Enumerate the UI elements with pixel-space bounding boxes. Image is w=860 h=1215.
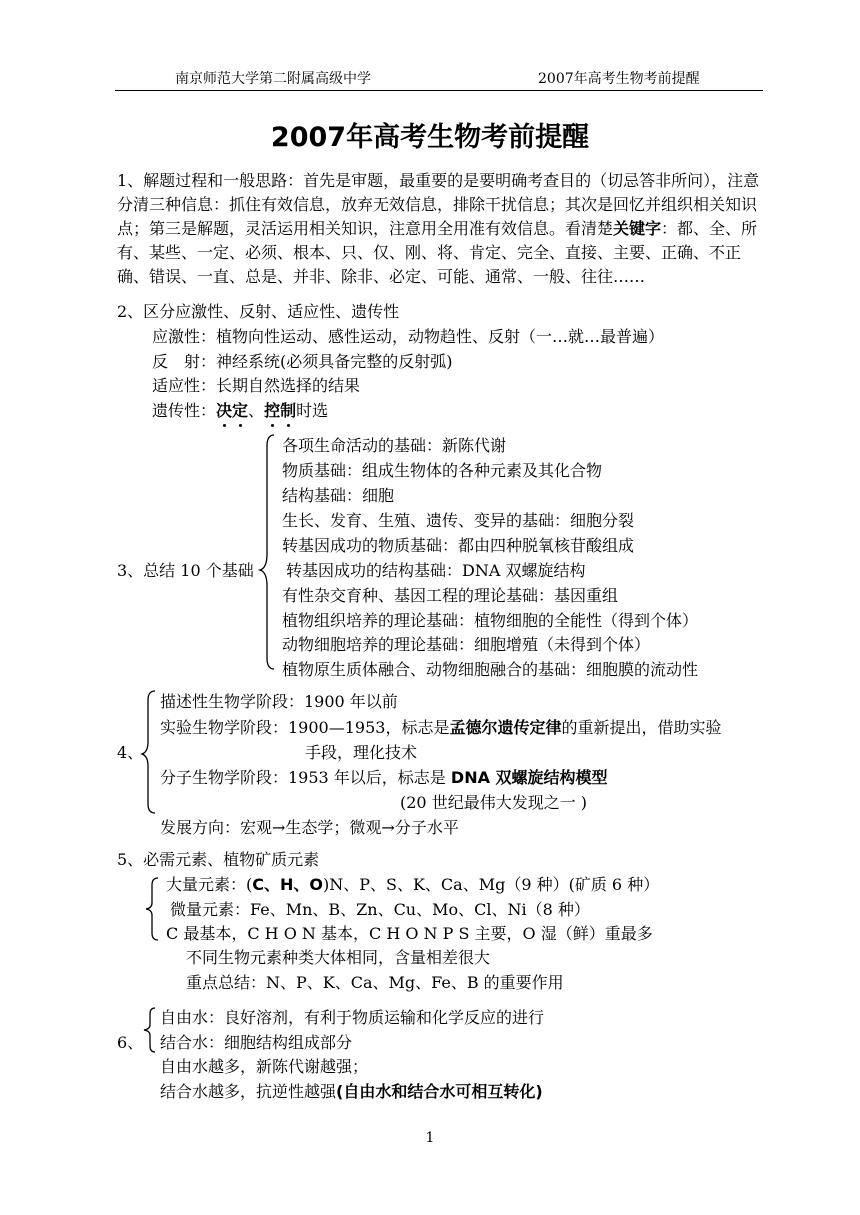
s2-line-4 — [152, 399, 328, 423]
s4-line-2-suffix: 的重新提出，借助实验 — [561, 718, 722, 737]
cho-elements: C、H、O — [252, 875, 323, 894]
s4-line-2-prefix: 实验生物学阶段：1900—1953，标志是 — [160, 718, 450, 737]
s4-line-2 — [160, 716, 721, 740]
s4-line-5: (20 世纪最伟大发现之一 ) — [400, 793, 588, 812]
section-1-keywords: ：都、全、所有、某些、一定、必须、根本、只、仅、刚、将、肯定、完全、直接、主要、正确、不正确、错误、一直、总是、并非、除非、必定、可能、通常、一般、往往…… — [117, 219, 758, 286]
s2-line-4-prefix: 遗传性： — [152, 401, 217, 420]
mendel-law: 孟德尔遗传定律 — [449, 718, 562, 737]
page-number: 1 — [425, 1130, 435, 1146]
s2-line-1: 应激性：植物向性运动、感性运动，动物趋性、反射（一…就…最普遍） — [152, 327, 665, 346]
s2-line-4-suffix: 时选 — [296, 401, 329, 420]
section-1-text: 1、解题过程和一般思路：首先是审题，最重要的是要明确考查目的（切忌答非所问），注意分清三种信息：抓住有效信息，放弃无效信息，排除干扰信息；其次是回忆并组织相关知识点；第三是解题，灵活运用相关知识，注意用全用准有效信息。看清楚 — [117, 171, 760, 238]
section-6-label: 6、 — [117, 1033, 144, 1052]
s2-line-3: 适应性：长期自然选择的结果 — [152, 376, 361, 395]
section-5-brace — [143, 875, 161, 943]
s5-line-1 — [166, 873, 659, 897]
section-3-label: 3、总结 10 个基础 — [117, 561, 254, 580]
s5-line-1-prefix: 大量元素：( — [166, 875, 253, 894]
s6-line-1: 自由水：良好溶剂，有利于物质运输和化学反应的进行 — [160, 1008, 545, 1027]
header-school: 南京师范大学第二附属高级中学 — [175, 71, 371, 87]
s4-line-6: 发展方向：宏观→生态学；微观→分子水平 — [160, 818, 459, 837]
section-5-heading: 5、必需元素、植物矿质元素 — [117, 850, 320, 869]
s4-line-3: 手段，理化技术 — [305, 743, 418, 762]
header-doc-title: 2007年高考生物考前提醒 — [538, 71, 700, 87]
section-4-label: 4、 — [117, 743, 144, 762]
s6-line-2: 结合水：细胞结构组成部分 — [160, 1033, 353, 1052]
keyword-label: 关键字 — [613, 219, 662, 238]
emphasis-char: 决 — [216, 399, 232, 423]
section-3-brace — [258, 432, 278, 672]
s3-item: 结构基础：细胞 — [282, 486, 395, 505]
s4-line-1: 描述性生物学阶段：1900 年以前 — [160, 692, 398, 711]
s3-item: 各项生命活动的基础：新陈代谢 — [282, 436, 507, 455]
section-6-brace — [142, 1005, 158, 1055]
s3-item: 生长、发育、生殖、遗传、变异的基础：细胞分裂 — [282, 511, 635, 530]
s3-item: 植物原生质体融合、动物细胞融合的基础：细胞膜的流动性 — [282, 660, 699, 679]
s5-line-1-suffix: )N、P、S、K、Ca、Mg（9 种）(矿质 6 种） — [323, 875, 660, 894]
s3-item: 物质基础：组成生物体的各种元素及其化合物 — [282, 461, 603, 480]
header-rule — [115, 90, 763, 91]
s6-line-4-prefix: 结合水越多，抗逆性越强 — [160, 1082, 337, 1101]
emphasis-char: 定 — [232, 399, 248, 423]
emphasis-char: 控 — [264, 399, 280, 423]
s6-line-3: 自由水越多，新陈代谢越强； — [160, 1057, 369, 1076]
s5-line-2: 微量元素：Fe、Mn、B、Zn、Cu、Mo、Cl、Ni（8 种） — [170, 900, 590, 919]
s4-line-4-prefix: 分子生物学阶段：1953 年以后，标志是 — [160, 768, 451, 787]
dna-model: DNA 双螺旋结构模型 — [450, 768, 608, 787]
section-1 — [117, 169, 767, 289]
s3-item: 转基因成功的结构基础：DNA 双螺旋结构 — [286, 561, 586, 580]
s6-line-4 — [160, 1080, 543, 1104]
page-title: 2007年高考生物考前提醒 — [270, 122, 590, 153]
section-2-heading: 2、区分应激性、反射、适应性、遗传性 — [117, 302, 400, 321]
separator: 、 — [248, 401, 265, 420]
s3-item: 有性杂交育种、基因工程的理论基础：基因重组 — [282, 586, 619, 605]
s3-item: 植物组织培养的理论基础：植物细胞的全能性（得到个体） — [282, 611, 699, 630]
s3-item: 转基因成功的物质基础：都由四种脱氧核苷酸组成 — [282, 536, 635, 555]
s2-line-2: 反 射：神经系统(必须具备完整的反射弧) — [152, 352, 453, 371]
water-conversion: (自由水和结合水可相互转化) — [336, 1082, 543, 1101]
s5-line-3: C 最基本，C H O N 基本，C H O N P S 主要，O 湿（鲜）重最多 — [166, 924, 653, 943]
s4-line-4 — [160, 766, 608, 790]
s5-line-5: 重点总结：N、P、K、Ca、Mg、Fe、B 的重要作用 — [186, 973, 564, 992]
emphasis-char: 制 — [280, 399, 296, 423]
s5-line-4: 不同生物元素种类大体相同，含量相差很大 — [186, 948, 491, 967]
s3-item: 动物细胞培养的理论基础：细胞增殖（未得到个体） — [282, 635, 651, 654]
section-4-brace — [140, 688, 158, 816]
